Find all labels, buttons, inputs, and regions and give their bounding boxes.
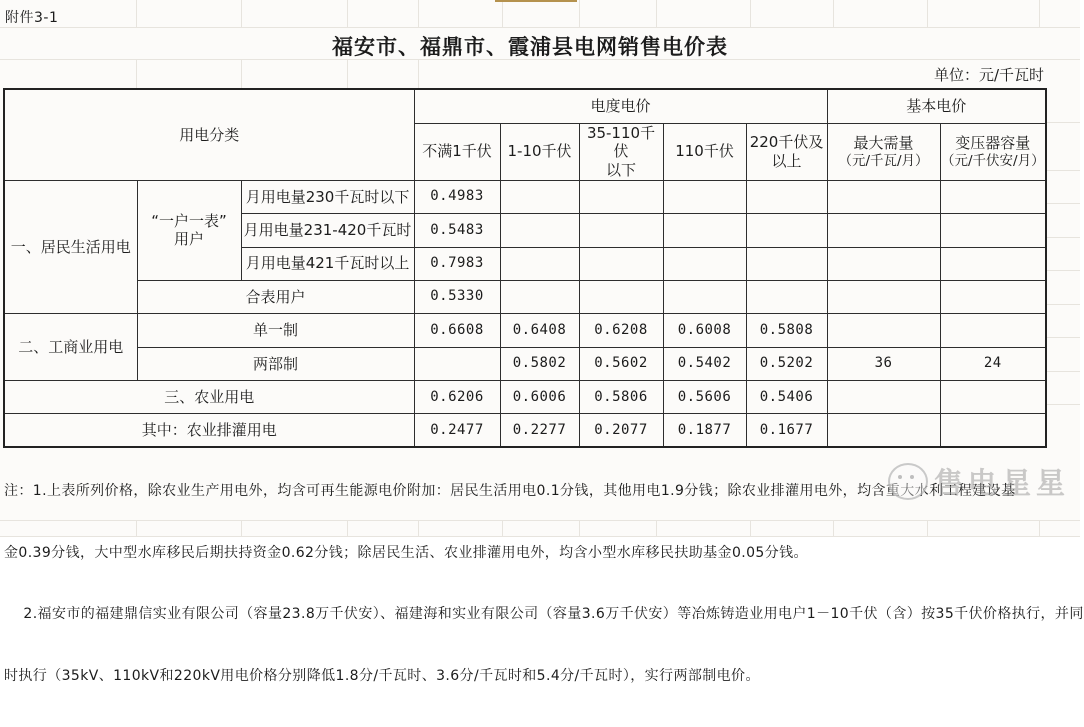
cell-industry-category: 二、工商业用电 — [4, 314, 137, 381]
gridline — [656, 0, 657, 27]
cell-single-v4: 0.6008 — [663, 314, 746, 347]
gridline — [927, 0, 928, 27]
cell-agriculture-v4: 0.5606 — [663, 381, 746, 414]
empty-cell — [940, 180, 1046, 213]
empty-cell — [827, 314, 940, 347]
cell-irrigation-v5: 0.1677 — [746, 414, 827, 447]
header-basic-price: 基本电价 — [827, 89, 1046, 123]
cell-agriculture-v3: 0.5806 — [579, 381, 663, 414]
empty-cell — [663, 214, 746, 247]
gridline — [347, 0, 348, 27]
cell-agriculture-v5: 0.5406 — [746, 381, 827, 414]
gridline — [1045, 203, 1080, 204]
header-voltage-110kv: 110千伏 — [663, 123, 746, 180]
header-voltage-35-110kv — [579, 123, 663, 180]
empty-cell — [500, 280, 579, 313]
cell-tier1-label: 月用电量230千瓦时以下 — [241, 180, 414, 213]
empty-cell — [500, 214, 579, 247]
header-line: 以上 — [771, 151, 802, 170]
header-max-demand — [827, 123, 940, 180]
cell-two-part-system-label: 两部制 — [137, 347, 414, 380]
empty-cell — [827, 280, 940, 313]
cell-single-v1: 0.6608 — [414, 314, 500, 347]
gridline — [136, 59, 137, 88]
gridline — [1045, 337, 1080, 338]
cell-single-system-label: 单一制 — [137, 314, 414, 347]
empty-cell — [746, 280, 827, 313]
cell-tier3-label: 月用电量421千瓦时以上 — [241, 247, 414, 280]
empty-cell — [940, 381, 1046, 414]
note-line: 注：1.上表所列价格，除农业生产用电外，均含可再生能源电价附加：居民生活用电0.1分钱，其他用电1.9分钱；除农业排灌用电外，均含重大水利工程建设基 — [4, 483, 1016, 499]
gridline — [579, 0, 580, 27]
header-line: 变压器容量 — [955, 133, 1031, 152]
footnotes — [4, 440, 1084, 727]
cell-agriculture-category: 三、农业用电 — [4, 381, 414, 414]
empty-cell — [663, 280, 746, 313]
empty-cell — [940, 314, 1046, 347]
gridline — [1045, 270, 1080, 271]
cell-two-part-v2: 0.5802 — [500, 347, 579, 380]
empty-cell — [579, 247, 663, 280]
header-unit: （元/千伏安/月） — [940, 152, 1045, 169]
empty-cell — [500, 180, 579, 213]
header-voltage-lt1kv: 不满1千伏 — [414, 123, 500, 180]
empty-cell — [746, 214, 827, 247]
header-voltage-220kv — [746, 123, 827, 180]
empty-cell — [746, 247, 827, 280]
cell-irrigation-category: 其中：农业排灌用电 — [4, 414, 414, 447]
cell-single-v3: 0.6208 — [579, 314, 663, 347]
note-line: 金0.39分钱，大中型水库移民后期扶持资金0.62分钱；除居民生活、农业排灌用电外，均含小型水库移民扶助基金0.05分钱。 — [4, 544, 808, 561]
cell-tier1-price: 0.4983 — [414, 180, 500, 213]
cell-two-part-v5: 0.5202 — [746, 347, 827, 380]
header-energy-price: 电度电价 — [414, 89, 827, 123]
attachment-label: 附件3-1 — [5, 10, 59, 26]
cell-single-v2: 0.6408 — [500, 314, 579, 347]
cell-two-part-v4: 0.5402 — [663, 347, 746, 380]
empty-cell — [500, 247, 579, 280]
gridline — [502, 0, 503, 27]
header-voltage-1-10kv: 1-10千伏 — [500, 123, 579, 180]
empty-cell — [414, 347, 500, 380]
gridline — [136, 0, 137, 27]
gridline — [0, 27, 1080, 28]
cell-agriculture-v2: 0.6006 — [500, 381, 579, 414]
cell-irrigation-v4: 0.1877 — [663, 414, 746, 447]
table-row — [4, 347, 1046, 380]
gridline — [1045, 304, 1080, 305]
gridline — [1039, 0, 1040, 27]
cell-irrigation-v2: 0.2277 — [500, 414, 579, 447]
page-title: 福安市、福鼎市、霞浦县电网销售电价表 — [332, 35, 728, 59]
cell-irrigation-v1: 0.2477 — [414, 414, 500, 447]
watermark-text: 售电星星 — [934, 466, 1071, 500]
empty-cell — [746, 180, 827, 213]
gridline — [1045, 122, 1080, 123]
table-row — [4, 381, 1046, 414]
empty-cell — [579, 280, 663, 313]
highlighted-cell-border — [495, 0, 577, 2]
gridline — [347, 59, 348, 88]
cell-resident-category: 一、居民生活用电 — [4, 180, 137, 314]
gridline — [1045, 371, 1080, 372]
gridline — [1045, 237, 1080, 238]
unit-label: 单位：元/千瓦时 — [933, 66, 1044, 84]
cell-combined-meter-label: 合表用户 — [137, 280, 414, 313]
gridline — [418, 59, 419, 88]
cell-line: “一户一表” — [151, 211, 227, 230]
empty-cell — [827, 381, 940, 414]
price-table — [3, 88, 1047, 448]
cell-one-meter-user — [137, 180, 241, 280]
cell-two-part-max-demand: 36 — [827, 347, 940, 380]
empty-cell — [827, 247, 940, 280]
cell-tier2-label: 月用电量231-420千瓦时 — [241, 214, 414, 247]
header-line: 最大需量 — [853, 133, 914, 152]
gridline — [833, 0, 834, 27]
cell-line: 用户 — [173, 230, 204, 249]
gridline — [1045, 170, 1080, 171]
gridline — [241, 59, 242, 88]
gridline — [241, 0, 242, 27]
note-line: 2.福安市的福建鼎信实业有限公司（容量23.8万千伏安）、福建海和实业有限公司（容量3.6万千伏安）等冶炼铸造业用电户1－10千伏（含）按35千伏价格执行，并同 — [4, 606, 1084, 622]
empty-cell — [827, 214, 940, 247]
empty-cell — [579, 180, 663, 213]
table-row — [4, 314, 1046, 347]
gridline — [418, 0, 419, 27]
header-transformer-capacity — [940, 123, 1046, 180]
cell-single-v5: 0.5808 — [746, 314, 827, 347]
note-line: 时执行（35kV、110kV和220kV用电价格分别降低1.8分/千瓦时、3.6分/千瓦时和5.4分/千瓦时），实行两部制电价。 — [4, 667, 760, 684]
gridline — [750, 0, 751, 27]
cell-two-part-transformer: 24 — [940, 347, 1046, 380]
empty-cell — [579, 214, 663, 247]
table-row — [4, 180, 1046, 213]
cell-agriculture-v1: 0.6206 — [414, 381, 500, 414]
empty-cell — [940, 214, 1046, 247]
header-classification: 用电分类 — [4, 89, 414, 180]
empty-cell — [663, 180, 746, 213]
cell-tier3-price: 0.7983 — [414, 247, 500, 280]
cell-tier2-price: 0.5483 — [414, 214, 500, 247]
cell-irrigation-v3: 0.2077 — [579, 414, 663, 447]
cell-two-part-v3: 0.5602 — [579, 347, 663, 380]
gridline — [1045, 404, 1080, 405]
empty-cell — [827, 180, 940, 213]
header-unit: （元/千瓦/月） — [838, 152, 929, 169]
header-line: 35-110千伏 — [586, 123, 656, 161]
table-row — [4, 280, 1046, 313]
empty-cell — [940, 247, 1046, 280]
empty-cell — [663, 247, 746, 280]
header-line: 220千伏及 — [749, 132, 824, 151]
header-line: 以下 — [606, 161, 637, 179]
cell-combined-meter-price: 0.5330 — [414, 280, 500, 313]
empty-cell — [940, 280, 1046, 313]
